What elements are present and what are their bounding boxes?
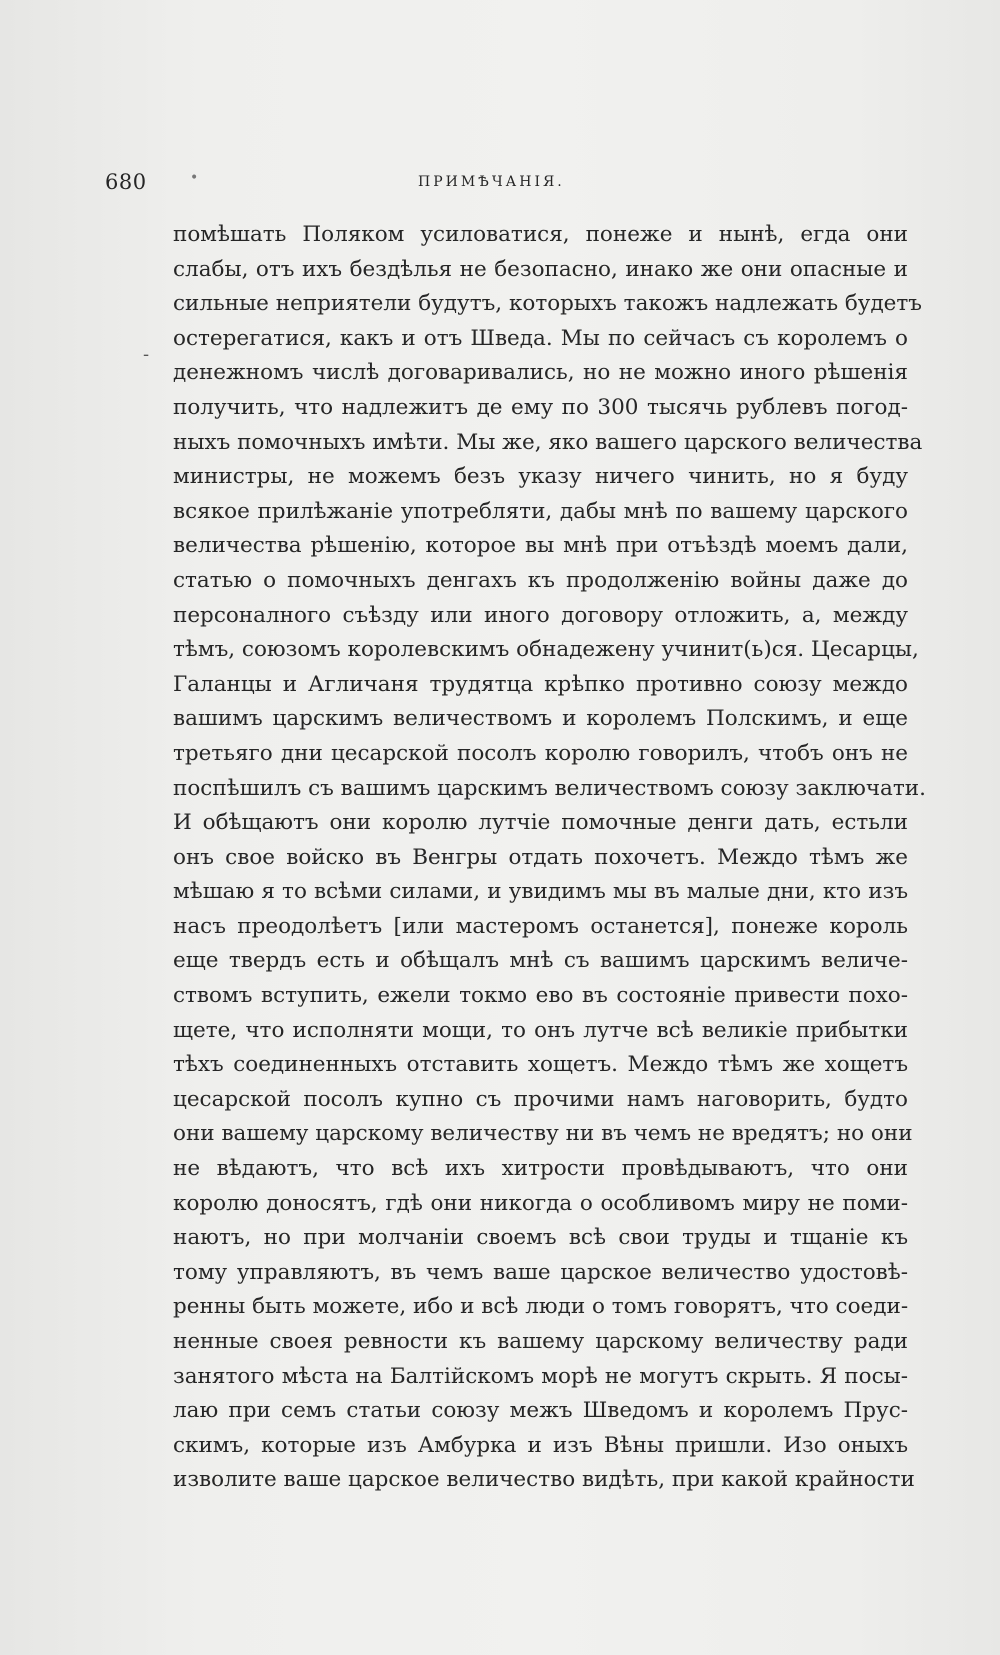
text-line: ствомъ вступить, ежели токмо ево въ состояніе привести похо-	[173, 983, 908, 1009]
text-line: третьяго дни цесарской посолъ королю говорилъ, чтобъ онъ не	[173, 740, 908, 766]
text-line: статью о помочныхъ денгахъ къ продолженію войны даже до	[173, 567, 908, 593]
text-line: тому управляютъ, въ чемъ ваше царское величество удостовѣ-	[173, 1259, 908, 1285]
text-line: не вѣдаютъ, что всѣ ихъ хитрости провѣдываютъ, что они	[173, 1156, 908, 1182]
text-line: денежномъ числѣ договаривались, но не можно иного рѣшенія	[173, 360, 908, 386]
text-line: величества рѣшенію, которое вы мнѣ при отъѣздѣ моемъ дали,	[173, 533, 908, 559]
text-line: наютъ, но при молчаніи своемъ всѣ свои труды и тщаніе къ	[173, 1225, 908, 1251]
text-line: слабы, отъ ихъ бездѣлья не безопасно, инако же они опасные и	[173, 256, 908, 282]
page-header	[0, 170, 1000, 200]
page-number: 680	[105, 170, 147, 194]
text-line: персоналного съѣзду или иного договору отложить, а, между	[173, 602, 908, 628]
text-line: получить, что надлежитъ де ему по 300 тысячь рублевъ погод-	[173, 394, 908, 420]
text-line: И обѣщаютъ они королю лутчіе помочные денги дать, естьли	[173, 810, 908, 836]
text-line: Галанцы и Агличаня трудятца крѣпко противно союзу междо	[173, 671, 908, 697]
text-line: королю доносятъ, гдѣ они никогда о особливомъ миру не поми-	[173, 1190, 908, 1216]
running-head: ПРИМѢЧАНІЯ.	[418, 174, 565, 190]
text-line: изволите ваше царское величество видѣть, при какой крайности	[173, 1467, 915, 1493]
print-speck-mark: •	[190, 170, 199, 186]
text-line: министры, не можемъ безъ указу ничего чинить, но я буду	[173, 464, 908, 490]
text-line: насъ преодолѣетъ [или мастеромъ останется], понеже король	[173, 913, 908, 939]
text-line: лаю при семъ статьи союзу межъ Шведомъ и королемъ Прус-	[173, 1398, 908, 1424]
text-line: они вашему царскому величеству ни въ чемъ не вредятъ; но они	[173, 1121, 913, 1147]
text-line: всякое прилѣжаніе употребляти, дабы мнѣ по вашему царского	[173, 498, 908, 524]
text-line: ренны быть можете, ибо и всѣ люди о томъ говорятъ, что соеди-	[173, 1294, 909, 1320]
text-line: вашимъ царскимъ величествомъ и королемъ Полскимъ, и еще	[173, 706, 908, 732]
text-line: поспѣшилъ съ вашимъ царскимъ величествомъ союзу заключати.	[173, 775, 926, 801]
text-line: цесарской посолъ купно съ прочими намъ наговорить, будто	[173, 1086, 908, 1112]
text-line: щете, что исполняти мощи, то онъ лутче всѣ великіе прибытки	[173, 1017, 908, 1043]
text-line: тѣхъ соединенныхъ отставить хощетъ. Междо тѣмъ же хощетъ	[173, 1052, 908, 1078]
text-line: ненные своея ревности къ вашему царскому величеству ради	[173, 1329, 908, 1354]
text-line: мѣшаю я то всѣми силами, и увидимъ мы въ малые дни, кто изъ	[173, 879, 908, 905]
text-line: сильные неприятели будутъ, которыхъ такожъ надлежать будетъ	[173, 291, 922, 317]
margin-dash-mark: -	[143, 344, 150, 365]
text-line: еще твердъ есть и обѣщалъ мнѣ съ вашимъ царскимъ величе-	[173, 948, 908, 974]
body-text	[173, 218, 926, 1498]
text-line: занятого мѣста на Балтійскомъ морѣ не могутъ скрыть. Я посы-	[173, 1363, 908, 1389]
text-line: остерегатися, какъ и отъ Шведа. Мы по сейчасъ съ королемъ о	[173, 325, 908, 351]
text-line: помѣшать Поляком усиловатися, понеже и нынѣ, егда они	[173, 222, 908, 247]
text-line: скимъ, которые изъ Амбурка и изъ Вѣны пришли. Изо оныхъ	[173, 1432, 908, 1458]
text-line: онъ свое войско въ Венгры отдать похочетъ. Междо тѣмъ же	[173, 844, 908, 870]
text-line: тѣмъ, союзомъ королевскимъ обнадежену учинит(ь)ся. Цесарцы,	[173, 637, 919, 663]
text-line: ныхъ помочныхъ имѣти. Мы же, яко вашего царского величества	[173, 429, 923, 455]
